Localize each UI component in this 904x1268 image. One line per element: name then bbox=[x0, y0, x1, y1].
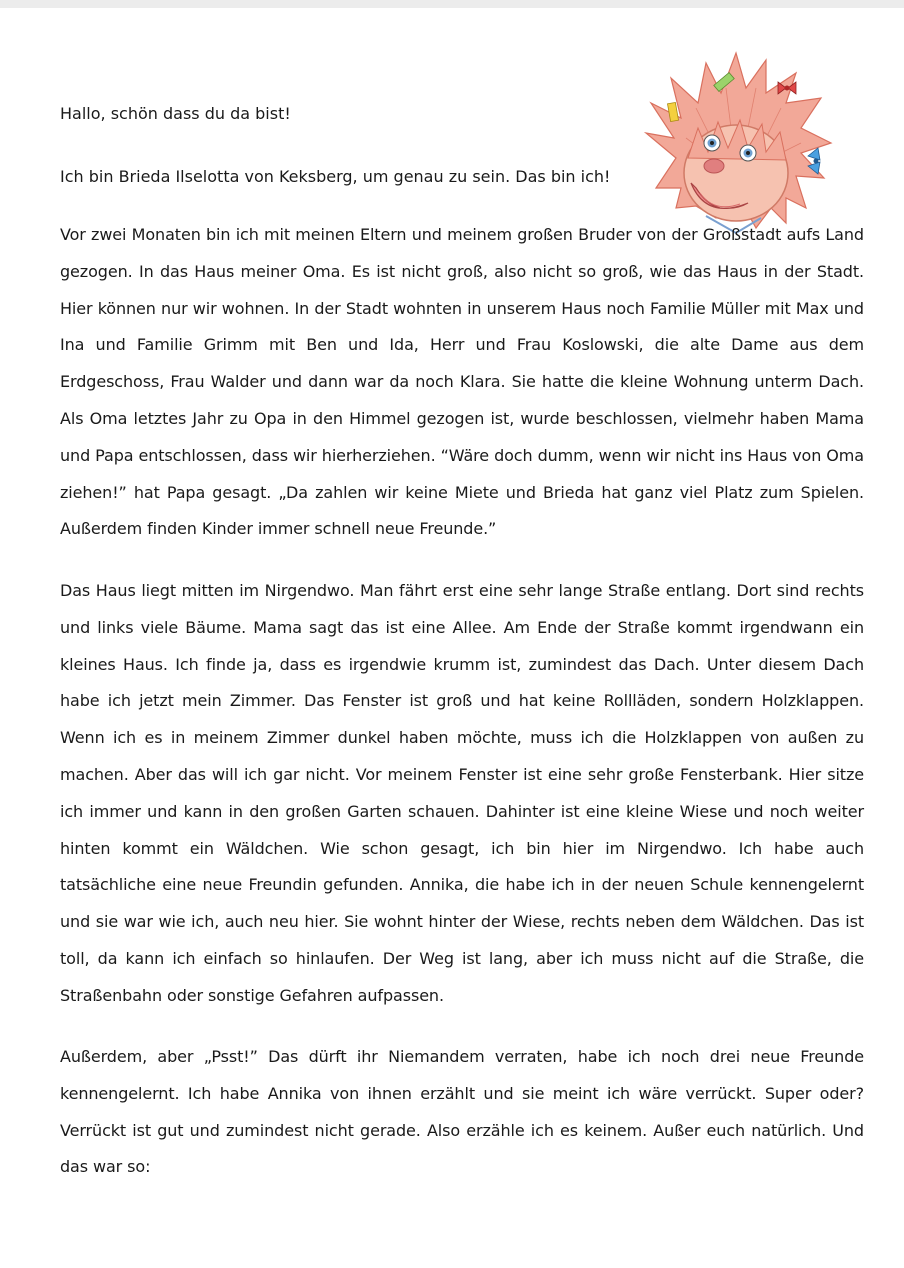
nose bbox=[704, 159, 724, 173]
paragraph-move-to-countryside: Vor zwei Monaten bin ich mit meinen Eltern und meinem großen Bruder von der Großstadt aufs Land gezogen. In das Haus meiner Oma. Es ist nicht groß, also nicht so groß, wie das Haus in der Stadt. Hier können nur wir wohnen. In der Stadt wohnten in unserem Haus noch Familie Müller mit Max und Ina und Familie Grimm mit Ben und Ida, Herr und Frau Koslowski, die alte Dame aus dem Erdgeschoss, Frau Walder und dann war da noch Klara. Sie hatte die kleine Wohnung unterm Dach. Als Oma letztes Jahr zu Opa in den Himmel gezogen ist, wurde beschlossen, vielmehr haben Mama und Papa entschlossen, dass wir hierherziehen. “Wäre doch dumm, wenn wir nicht ins Haus von Oma ziehen!” hat Papa gesagt. „Da zahlen wir keine Miete und Brieda hat ganz viel Platz zum Spielen. Außerdem finden Kinder immer schnell neue Freunde.” bbox=[60, 225, 864, 539]
top-strip bbox=[0, 0, 904, 8]
paragraph-secret-friends: Außerdem, aber „Psst!” Das dürft ihr Niemandem verraten, habe ich noch drei neue Freunde kennengelernt. Ich habe Annika von ihnen erzählt und sie meint ich wäre verrückt. Super oder? Verrückt ist gut und zumindest nicht gerade. Also erzähle ich es keinem. Außer euch natürlich. Und das war so: bbox=[60, 1047, 864, 1177]
greeting-line: Hallo, schön dass du da bist! bbox=[60, 104, 291, 123]
paragraph-house-description: Das Haus liegt mitten im Nirgendwo. Man fährt erst eine sehr lange Straße entlang. Dort sind rechts und links viele Bäume. Mama sagt das ist eine Allee. Am Ende der Straße kommt irgendwann ein kleines Haus. Ich finde ja, dass es irgendwie krumm ist, zumindest das Dach. Unter diesem Dach habe ich jetzt mein Zimmer. Das Fenster ist groß und hat keine Rollläden, sondern Holzklappen. Wenn ich es in meinem Zimmer dunkel haben möchte, muss ich die Holzklappen von außen zu machen. Aber das will ich gar nicht. Vor meinem Fenster ist eine sehr große Fensterbank. Hier sitze ich immer und kann in den großen Garten schauen. Dahinter ist eine kleine Wiese und noch weiter hinten kommt ein Wäldchen. Wie schon gesagt, ich bin hier im Nirgendwo. Ich habe auch tatsächliche eine neue Freundin gefunden. Annika, die habe ich in der neuen Schule kennengelernt und sie war wie ich, auch neu hier. Sie wohnt hinter der Wiese, rechts neben dem Wäldchen. Das ist toll, da kann ich einfach so hinlaufen. Der Weg ist lang, aber ich muss nicht auf die Straße, die Straßenbahn oder sonstige Gefahren aufpassen. bbox=[60, 581, 864, 1005]
intro-line: Ich bin Brieda Ilselotta von Keksberg, um genau zu sein. Das bin ich! bbox=[60, 167, 611, 186]
girl-portrait-drawing bbox=[636, 48, 836, 238]
document-page bbox=[0, 8, 904, 1268]
